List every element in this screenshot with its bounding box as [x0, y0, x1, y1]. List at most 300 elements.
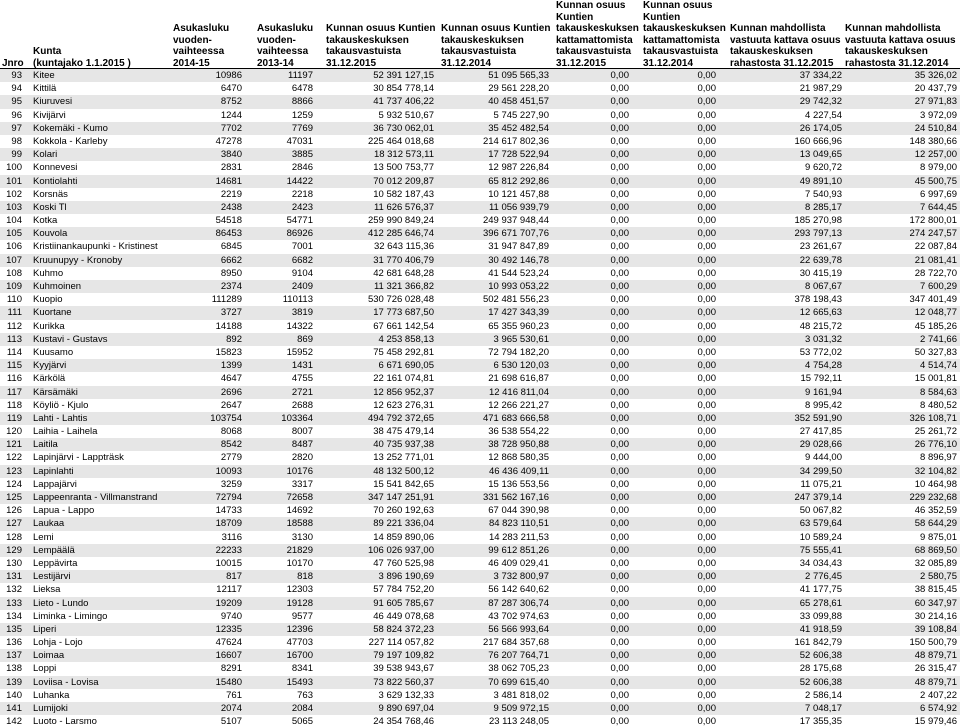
cell-osuus-2015: 41 737 406,22: [373, 96, 434, 108]
cell-kattamattomat-2014: 0,00: [697, 650, 716, 662]
cell-kattamattomat-2015: 0,00: [610, 623, 629, 635]
cell-asukasluku-2014: 11197: [287, 70, 313, 81]
cell-osuus-2015: 38 475 479,14: [373, 426, 434, 438]
cell-asukasluku-2014: 12303: [286, 584, 313, 596]
cell-asukasluku-2015: 14188: [215, 320, 242, 332]
cell-kunta: Lapua - Lappo: [33, 505, 95, 517]
cell-kunta: Kiuruvesi: [33, 96, 73, 108]
cell-osuus-2015: 39 538 943,67: [373, 663, 434, 675]
cell-kattamattomat-2014: 0,00: [697, 267, 716, 279]
table-row: [0, 372, 960, 385]
cell-osuus-2014: 38 728 950,88: [488, 439, 549, 451]
cell-kattamattomat-2015: 0,00: [610, 610, 629, 622]
cell-asukasluku-2015: 47278: [215, 135, 242, 147]
cell-mahdollinen-2015: 29 742,32: [799, 96, 842, 108]
cell-mahdollinen-2015: 28 175,68: [799, 663, 842, 675]
cell-asukasluku-2014: 4755: [291, 373, 313, 385]
cell-mahdollinen-2015: 52 606,38: [799, 650, 842, 662]
cell-osuus-2015: 70 260 192,63: [373, 505, 434, 517]
table-row: [0, 109, 960, 122]
table-row: [0, 662, 960, 675]
table-row: [0, 504, 960, 517]
cell-osuus-2015: 412 285 646,74: [367, 228, 434, 240]
cell-kunta: Kotka: [33, 215, 58, 227]
cell-mahdollinen-2015: 22 639,78: [799, 254, 842, 266]
cell-kattamattomat-2014: 0,00: [697, 175, 716, 187]
cell-osuus-2014: 70 699 615,40: [488, 676, 549, 688]
cell-kattamattomat-2014: 0,00: [697, 452, 716, 464]
cell-asukasluku-2015: 8291: [220, 663, 242, 675]
cell-asukasluku-2015: 5107: [220, 716, 242, 728]
cell-asukasluku-2014: 15952: [286, 346, 313, 358]
cell-kattamattomat-2015: 0,00: [610, 267, 629, 279]
cell-kattamattomat-2015: 0,00: [610, 162, 629, 174]
cell-jnro: 124: [6, 478, 22, 490]
table-row: [0, 451, 960, 464]
table-row: [0, 583, 960, 596]
cell-jnro: 98: [11, 135, 22, 147]
cell-mahdollinen-2014: 229 232,68: [909, 492, 957, 503]
cell-osuus-2015: 18 312 573,11: [373, 149, 434, 161]
cell-kattamattomat-2015: 0,00: [610, 201, 629, 213]
cell-kattamattomat-2014: 0,00: [697, 122, 716, 134]
cell-mahdollinen-2015: 17 355,35: [799, 716, 842, 728]
cell-mahdollinen-2015: 9 620,72: [805, 162, 842, 174]
cell-asukasluku-2015: 1244: [220, 109, 242, 121]
cell-mahdollinen-2015: 7 540,93: [805, 188, 842, 200]
cell-mahdollinen-2015: 4 754,28: [805, 360, 842, 372]
cell-osuus-2014: 12 266 221,27: [488, 399, 549, 411]
cell-asukasluku-2015: 6470: [220, 83, 242, 95]
cell-kattamattomat-2015: 0,00: [610, 465, 629, 477]
table-row: [0, 649, 960, 662]
cell-jnro: 138: [6, 663, 22, 675]
cell-kattamattomat-2015: 0,00: [610, 663, 629, 675]
cell-kattamattomat-2014: 0,00: [697, 412, 716, 424]
cell-mahdollinen-2014: 21 081,41: [914, 254, 957, 266]
cell-asukasluku-2014: 9104: [291, 267, 313, 279]
table-row: [0, 478, 960, 491]
table-row: [0, 597, 960, 610]
cell-osuus-2014: 38 062 705,23: [488, 663, 549, 675]
cell-kunta: Kuhmo: [33, 267, 64, 279]
cell-kunta: Kärsämäki: [33, 386, 78, 398]
cell-asukasluku-2014: 2820: [291, 452, 313, 464]
cell-asukasluku-2015: 2779: [220, 452, 242, 464]
cell-jnro: 134: [6, 610, 22, 622]
cell-jnro: 106: [6, 241, 22, 253]
cell-kattamattomat-2014: 0,00: [697, 610, 716, 622]
cell-kattamattomat-2014: 0,00: [697, 505, 716, 517]
table-row: [0, 214, 960, 227]
cell-osuus-2015: 225 464 018,68: [367, 135, 434, 147]
cell-kattamattomat-2015: 0,00: [610, 452, 629, 464]
cell-jnro: 122: [6, 452, 22, 464]
cell-mahdollinen-2014: 39 108,84: [914, 623, 957, 635]
cell-asukasluku-2015: 10015: [215, 557, 242, 569]
cell-mahdollinen-2014: 2 580,75: [920, 571, 957, 583]
cell-osuus-2015: 47 760 525,98: [373, 557, 434, 569]
cell-kattamattomat-2014: 0,00: [697, 294, 716, 306]
cell-asukasluku-2015: 6662: [220, 254, 242, 266]
cell-osuus-2015: 12 856 952,37: [373, 386, 434, 398]
cell-jnro: 108: [6, 267, 22, 279]
cell-kattamattomat-2014: 0,00: [697, 228, 716, 240]
cell-jnro: 133: [6, 597, 22, 609]
cell-asukasluku-2014: 6478: [291, 83, 313, 95]
cell-jnro: 136: [6, 637, 22, 649]
cell-mahdollinen-2015: 11 075,21: [800, 478, 842, 490]
cell-mahdollinen-2014: 2 407,22: [920, 689, 957, 701]
cell-kunta: Lappajärvi: [33, 478, 77, 490]
cell-kattamattomat-2015: 0,00: [610, 360, 629, 372]
cell-asukasluku-2015: 3116: [221, 531, 242, 543]
cell-asukasluku-2014: 3819: [291, 307, 313, 319]
cell-mahdollinen-2015: 4 227,54: [805, 109, 842, 121]
cell-asukasluku-2014: 2409: [291, 281, 313, 292]
cell-kattamattomat-2014: 0,00: [697, 386, 716, 398]
cell-osuus-2015: 46 449 078,68: [373, 610, 434, 622]
cell-kattamattomat-2015: 0,00: [610, 676, 629, 688]
cell-kattamattomat-2015: 0,00: [610, 307, 629, 319]
table-row: [0, 254, 960, 267]
cell-asukasluku-2014: 54771: [286, 215, 313, 227]
cell-asukasluku-2014: 818: [297, 571, 313, 583]
cell-osuus-2014: 76 207 764,71: [488, 650, 549, 662]
cell-asukasluku-2015: 817: [226, 571, 242, 583]
cell-kunta: Kurikka: [33, 320, 65, 332]
cell-osuus-2015: 40 735 937,38: [373, 439, 434, 451]
cell-asukasluku-2014: 72658: [286, 492, 313, 503]
cell-osuus-2015: 3 896 190,69: [378, 571, 434, 583]
cell-asukasluku-2014: 1259: [291, 109, 313, 121]
cell-kunta: Laukaa: [33, 518, 65, 530]
cell-jnro: 101: [6, 175, 22, 187]
cell-mahdollinen-2014: 2 741,66: [920, 333, 957, 345]
cell-mahdollinen-2014: 24 510,84: [914, 122, 957, 134]
table-row: [0, 702, 960, 715]
cell-osuus-2015: 13 252 771,01: [373, 452, 434, 464]
cell-kattamattomat-2014: 0,00: [697, 571, 716, 583]
cell-kattamattomat-2015: 0,00: [610, 492, 629, 503]
cell-asukasluku-2015: 8950: [220, 267, 242, 279]
cell-kattamattomat-2014: 0,00: [697, 281, 716, 292]
cell-mahdollinen-2014: 35 326,02: [914, 70, 957, 81]
cell-osuus-2014: 23 113 248,05: [488, 716, 549, 728]
cell-kattamattomat-2014: 0,00: [697, 135, 716, 147]
cell-osuus-2014: 46 436 409,11: [488, 465, 549, 477]
cell-asukasluku-2015: 2831: [220, 162, 242, 174]
cell-kattamattomat-2015: 0,00: [610, 703, 629, 714]
cell-jnro: 142: [6, 716, 22, 728]
cell-mahdollinen-2014: 15 979,46: [914, 716, 957, 728]
cell-kattamattomat-2014: 0,00: [697, 492, 716, 503]
cell-asukasluku-2014: 14422: [286, 175, 313, 187]
cell-kunta: Laitila: [33, 439, 58, 451]
cell-jnro: 112: [6, 320, 22, 332]
cell-mahdollinen-2014: 25 261,72: [914, 426, 957, 438]
table-row: [0, 676, 960, 689]
cell-kattamattomat-2014: 0,00: [697, 373, 716, 385]
cell-asukasluku-2015: 47624: [215, 637, 242, 649]
cell-kattamattomat-2015: 0,00: [610, 215, 629, 227]
cell-kunta: Kuusamo: [33, 346, 74, 358]
cell-asukasluku-2015: 18709: [215, 518, 242, 530]
cell-kunta: Kristiinankaupunki - Kristinest: [33, 241, 158, 253]
cell-mahdollinen-2015: 3 031,32: [805, 333, 842, 345]
cell-kattamattomat-2014: 0,00: [697, 215, 716, 227]
cell-osuus-2015: 14 859 890,06: [373, 531, 434, 543]
table-header: [0, 0, 960, 69]
cell-asukasluku-2014: 110113: [282, 294, 313, 306]
cell-kattamattomat-2015: 0,00: [610, 557, 629, 569]
cell-kattamattomat-2014: 0,00: [697, 716, 716, 728]
cell-asukasluku-2015: 9740: [220, 610, 242, 622]
cell-osuus-2014: 3 481 818,02: [493, 689, 549, 701]
table-row: [0, 267, 960, 280]
cell-jnro: 110: [6, 294, 22, 306]
cell-asukasluku-2014: 12396: [286, 623, 313, 635]
cell-jnro: 114: [6, 346, 22, 358]
cell-jnro: 109: [6, 281, 22, 292]
cell-asukasluku-2014: 47031: [286, 135, 313, 147]
cell-kattamattomat-2014: 0,00: [697, 623, 716, 635]
cell-osuus-2015: 22 161 074,81: [373, 373, 434, 385]
cell-osuus-2014: 17 427 343,39: [488, 307, 549, 319]
cell-osuus-2014: 72 794 182,20: [488, 346, 549, 358]
cell-asukasluku-2015: 10986: [215, 70, 242, 81]
header-mahdollinen-2014: Kunnan mahdollista vastuuta kattava osuus takauskeskuksen rahastosta 31.12.2014: [845, 23, 956, 69]
cell-kattamattomat-2014: 0,00: [697, 465, 716, 477]
cell-kunta: Liminka - Limingo: [33, 610, 108, 622]
cell-osuus-2014: 46 409 029,41: [488, 557, 549, 569]
cell-mahdollinen-2014: 48 879,71: [914, 650, 957, 662]
cell-jnro: 117: [6, 386, 22, 398]
cell-osuus-2015: 9 890 697,04: [378, 703, 434, 714]
cell-jnro: 125: [6, 492, 22, 503]
cell-osuus-2015: 42 681 648,28: [373, 267, 434, 279]
cell-mahdollinen-2015: 34 299,50: [799, 465, 842, 477]
cell-kattamattomat-2015: 0,00: [610, 544, 629, 556]
cell-jnro: 102: [6, 188, 22, 200]
table-row: [0, 570, 960, 583]
cell-osuus-2014: 12 987 226,84: [488, 162, 549, 174]
cell-asukasluku-2015: 10093: [215, 465, 242, 477]
cell-kattamattomat-2015: 0,00: [610, 346, 629, 358]
cell-asukasluku-2014: 16700: [286, 650, 313, 662]
cell-mahdollinen-2015: 8 067,67: [805, 281, 842, 292]
cell-osuus-2014: 502 481 556,23: [482, 294, 549, 306]
cell-asukasluku-2015: 54518: [215, 215, 242, 227]
cell-mahdollinen-2015: 34 034,43: [799, 557, 842, 569]
cell-jnro: 141: [6, 703, 22, 714]
cell-mahdollinen-2015: 160 666,96: [794, 135, 842, 147]
cell-asukasluku-2014: 869: [297, 333, 313, 345]
cell-osuus-2014: 17 728 522,94: [488, 149, 549, 161]
cell-mahdollinen-2015: 29 028,66: [799, 439, 842, 451]
cell-kattamattomat-2015: 0,00: [610, 241, 629, 253]
cell-kattamattomat-2015: 0,00: [610, 584, 629, 596]
cell-osuus-2014: 56 142 640,62: [488, 584, 549, 596]
cell-jnro: 123: [6, 465, 22, 477]
cell-osuus-2014: 30 492 146,78: [488, 254, 549, 266]
table-row: [0, 689, 960, 702]
cell-osuus-2014: 29 561 228,20: [488, 83, 549, 95]
header-asukasluku-2014: Asukasluku vuoden- vaihteessa 2013-14: [257, 23, 314, 69]
cell-kunta: Kontiolahti: [33, 175, 78, 187]
cell-mahdollinen-2015: 30 415,19: [799, 267, 842, 279]
table-row: [0, 557, 960, 570]
cell-kattamattomat-2015: 0,00: [610, 650, 629, 662]
cell-mahdollinen-2015: 49 891,10: [799, 175, 842, 187]
cell-osuus-2015: 530 726 028,48: [367, 294, 434, 306]
cell-mahdollinen-2014: 26 776,10: [914, 439, 957, 451]
cell-osuus-2015: 10 582 187,43: [373, 188, 434, 200]
cell-asukasluku-2015: 2438: [220, 201, 242, 213]
cell-kattamattomat-2014: 0,00: [697, 320, 716, 332]
cell-jnro: 104: [6, 215, 22, 227]
cell-osuus-2015: 57 784 752,20: [373, 584, 434, 596]
cell-jnro: 137: [6, 650, 22, 662]
cell-osuus-2014: 56 566 993,64: [488, 623, 549, 635]
cell-kunta: Lemi: [33, 531, 54, 543]
cell-kattamattomat-2014: 0,00: [697, 254, 716, 266]
cell-osuus-2014: 41 544 523,24: [488, 267, 549, 279]
cell-kunta: Leppävirta: [33, 557, 78, 569]
cell-asukasluku-2015: 86453: [215, 228, 242, 240]
cell-asukasluku-2014: 2721: [291, 386, 313, 398]
header-jnro: Jnro: [2, 57, 24, 69]
cell-asukasluku-2015: 22233: [215, 544, 242, 556]
cell-mahdollinen-2014: 22 087,84: [914, 241, 957, 253]
cell-osuus-2014: 10 993 053,22: [488, 281, 549, 292]
cell-osuus-2014: 15 136 553,56: [488, 478, 549, 490]
cell-osuus-2014: 12 416 811,04: [488, 386, 549, 398]
cell-mahdollinen-2015: 378 198,43: [794, 294, 842, 306]
cell-asukasluku-2015: 3727: [220, 307, 242, 319]
cell-kattamattomat-2015: 0,00: [610, 426, 629, 438]
header-mahdollinen-2015: Kunnan mahdollista vastuuta kattava osuus takauskeskuksen rahastosta 31.12.2015: [730, 23, 841, 69]
cell-mahdollinen-2014: 20 437,79: [914, 83, 957, 95]
cell-kunta: Luhanka: [33, 689, 70, 701]
cell-kunta: Kustavi - Gustavs: [33, 333, 108, 345]
cell-osuus-2014: 51 095 565,33: [488, 70, 549, 81]
cell-mahdollinen-2014: 8 584,63: [920, 386, 957, 398]
cell-kunta: Loviisa - Lovisa: [33, 676, 99, 688]
cell-asukasluku-2015: 2074: [220, 703, 242, 714]
cell-kattamattomat-2015: 0,00: [610, 188, 629, 200]
cell-mahdollinen-2014: 9 875,01: [920, 531, 957, 543]
cell-jnro: 129: [6, 544, 22, 556]
cell-asukasluku-2015: 892: [226, 333, 242, 345]
cell-kattamattomat-2014: 0,00: [697, 597, 716, 609]
table-row: [0, 188, 960, 201]
cell-mahdollinen-2015: 53 772,02: [799, 346, 842, 358]
table-row: [0, 293, 960, 306]
cell-asukasluku-2014: 3317: [291, 478, 313, 490]
cell-kattamattomat-2015: 0,00: [610, 597, 629, 609]
cell-kattamattomat-2015: 0,00: [610, 320, 629, 332]
cell-mahdollinen-2014: 58 644,29: [914, 518, 957, 530]
cell-asukasluku-2015: 12117: [216, 584, 242, 596]
cell-mahdollinen-2015: 2 586,14: [805, 689, 842, 701]
table-row: [0, 623, 960, 636]
cell-asukasluku-2014: 8007: [291, 426, 313, 438]
cell-kunta: Kuortane: [33, 307, 72, 319]
cell-kattamattomat-2015: 0,00: [610, 399, 629, 411]
cell-mahdollinen-2015: 23 261,67: [799, 241, 842, 253]
cell-mahdollinen-2015: 352 591,90: [794, 412, 842, 424]
cell-jnro: 95: [11, 96, 22, 108]
cell-kunta: Kolari: [33, 149, 58, 161]
cell-kattamattomat-2014: 0,00: [697, 96, 716, 108]
cell-osuus-2014: 5 745 227,90: [493, 109, 549, 121]
cell-jnro: 131: [6, 571, 22, 583]
cell-osuus-2014: 6 530 120,03: [493, 360, 549, 372]
cell-asukasluku-2015: 16607: [215, 650, 242, 662]
cell-kattamattomat-2015: 0,00: [610, 478, 629, 490]
cell-kattamattomat-2015: 0,00: [610, 637, 629, 649]
cell-osuus-2015: 259 990 849,24: [367, 215, 434, 227]
cell-kunta: Lumijoki: [33, 703, 68, 714]
cell-jnro: 128: [6, 531, 22, 543]
cell-kattamattomat-2014: 0,00: [697, 346, 716, 358]
cell-asukasluku-2015: 3259: [220, 478, 242, 490]
cell-mahdollinen-2014: 68 869,50: [914, 544, 957, 556]
cell-osuus-2015: 73 822 560,37: [373, 676, 434, 688]
cell-asukasluku-2014: 6682: [291, 254, 313, 266]
cell-mahdollinen-2014: 26 315,47: [914, 663, 957, 675]
cell-asukasluku-2015: 2219: [220, 188, 242, 200]
cell-kattamattomat-2015: 0,00: [610, 571, 629, 583]
cell-kunta: Lempäälä: [33, 544, 75, 556]
cell-kattamattomat-2014: 0,00: [697, 109, 716, 121]
cell-osuus-2014: 331 562 167,16: [482, 492, 549, 503]
cell-kattamattomat-2014: 0,00: [697, 360, 716, 372]
cell-osuus-2015: 347 147 251,91: [367, 492, 434, 503]
cell-osuus-2014: 9 509 972,15: [493, 703, 549, 714]
cell-mahdollinen-2015: 185 270,98: [794, 215, 842, 227]
cell-kunta: Lahti - Lahtis: [33, 412, 88, 424]
cell-kattamattomat-2015: 0,00: [610, 70, 629, 81]
cell-kunta: Lestijärvi: [33, 571, 71, 583]
cell-kattamattomat-2015: 0,00: [610, 518, 629, 530]
cell-mahdollinen-2014: 7 600,29: [920, 281, 957, 292]
table-row: [0, 175, 960, 188]
cell-kunta: Lohja - Lojo: [33, 637, 83, 649]
cell-mahdollinen-2014: 6 997,69: [920, 188, 957, 200]
table-row: [0, 95, 960, 108]
cell-jnro: 115: [6, 360, 22, 372]
cell-jnro: 99: [11, 149, 22, 161]
cell-jnro: 132: [6, 584, 22, 596]
header-asukasluku-2015: Asukasluku vuoden- vaihteessa 2014-15: [173, 23, 230, 69]
cell-jnro: 100: [6, 162, 22, 174]
cell-kunta: Loppi: [33, 663, 57, 675]
cell-asukasluku-2014: 9577: [291, 610, 313, 622]
cell-kattamattomat-2014: 0,00: [697, 703, 716, 714]
cell-kunta: Lapinjärvi - Lappträsk: [33, 452, 124, 464]
cell-kattamattomat-2015: 0,00: [610, 373, 629, 385]
cell-kattamattomat-2014: 0,00: [697, 689, 716, 701]
cell-kattamattomat-2014: 0,00: [697, 83, 716, 95]
cell-mahdollinen-2014: 10 464,98: [914, 478, 957, 490]
cell-asukasluku-2014: 2846: [291, 162, 313, 174]
table-row: [0, 122, 960, 135]
cell-mahdollinen-2014: 3 972,09: [920, 109, 957, 121]
cell-osuus-2014: 11 056 939,79: [488, 201, 549, 213]
cell-kunta: Laihia - Laihela: [33, 426, 98, 438]
